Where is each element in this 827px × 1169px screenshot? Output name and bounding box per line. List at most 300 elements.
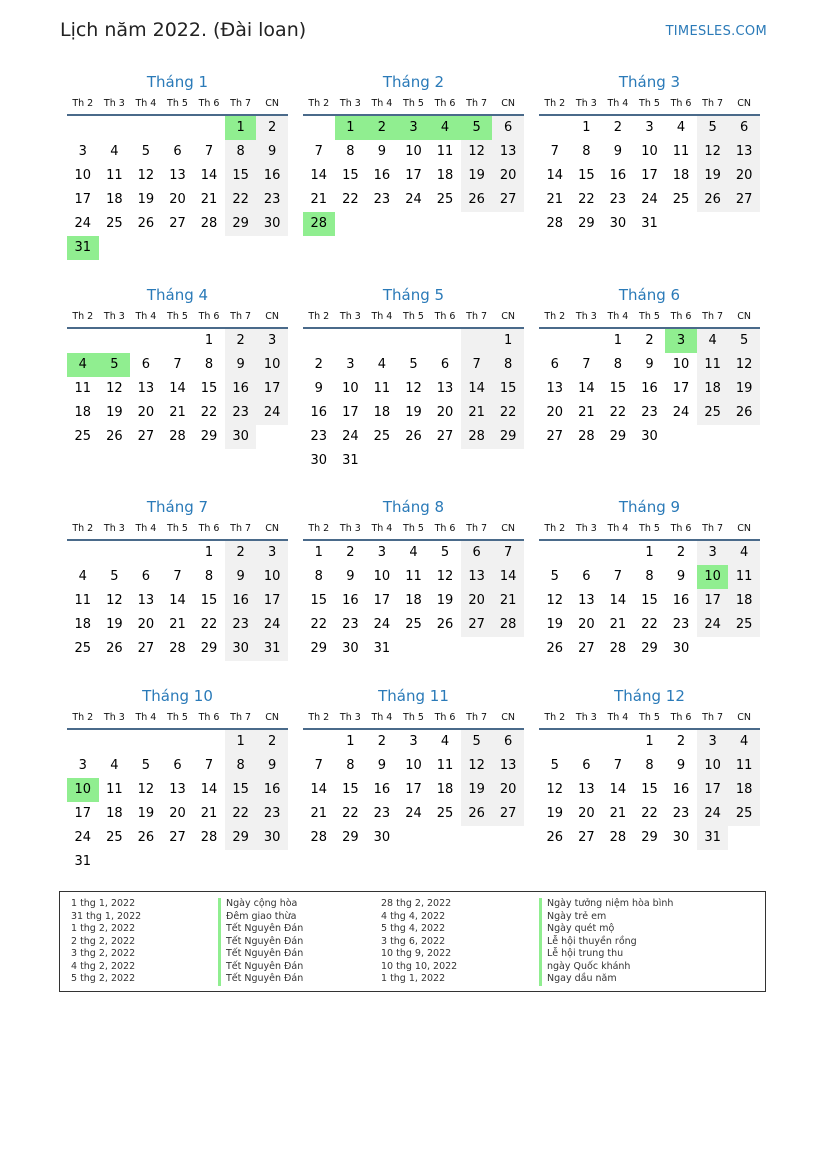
day-cell[interactable]: 9 [377,758,387,773]
day-cell[interactable]: 20 [461,589,493,613]
day-cell[interactable]: 28 [492,613,524,637]
day-cell[interactable]: 1 [346,734,355,749]
day-cell[interactable]: 9 [225,353,257,377]
day-cell[interactable]: 26 [461,188,493,212]
day-cell[interactable]: 11 [405,569,422,584]
day-cell[interactable]: 24 [405,192,422,207]
day-cell[interactable]: 21 [609,617,627,632]
day-cell[interactable]: 26 [405,429,422,444]
day-cell[interactable]: 10 [342,381,359,396]
day-cell[interactable]: 30 [256,826,288,850]
holiday-day[interactable]: 31 [67,236,99,260]
day-cell[interactable]: 2 [314,357,323,372]
day-cell[interactable]: 30 [641,429,658,444]
day-cell[interactable]: 9 [613,144,623,159]
day-cell[interactable]: 23 [342,617,359,632]
day-cell[interactable]: 29 [609,429,627,444]
day-cell[interactable]: 25 [74,641,92,656]
day-cell[interactable]: 14 [546,168,564,183]
day-cell[interactable]: 12 [546,593,564,608]
day-cell[interactable]: 24 [342,429,359,444]
day-cell[interactable]: 1 [582,120,591,135]
day-cell[interactable]: 16 [342,593,359,608]
holiday-day[interactable]: 5 [461,116,493,140]
day-cell[interactable]: 11 [728,565,760,589]
day-cell[interactable]: 13 [578,593,595,608]
day-cell[interactable]: 14 [169,593,186,608]
day-cell[interactable]: 23 [672,806,690,821]
day-cell[interactable]: 3 [645,120,654,135]
day-cell[interactable]: 16 [672,782,690,797]
day-cell[interactable]: 8 [582,144,591,159]
day-cell[interactable]: 26 [461,802,493,826]
day-cell[interactable]: 7 [613,758,623,773]
day-cell[interactable]: 28 [200,830,218,845]
day-cell[interactable]: 22 [609,405,627,420]
day-cell[interactable]: 21 [310,806,328,821]
holiday-day[interactable]: 2 [366,116,398,140]
day-cell[interactable]: 18 [74,617,92,632]
day-cell[interactable]: 22 [578,192,595,207]
day-cell[interactable]: 21 [461,401,493,425]
day-cell[interactable]: 25 [728,613,760,637]
day-cell[interactable]: 3 [78,758,87,773]
day-cell[interactable]: 2 [225,329,257,353]
day-cell[interactable]: 21 [546,192,564,207]
day-cell[interactable]: 27 [137,429,155,444]
day-cell[interactable]: 27 [578,830,595,845]
day-cell[interactable]: 2 [256,116,288,140]
day-cell[interactable]: 2 [645,333,654,348]
day-cell[interactable]: 15 [342,168,359,183]
day-cell[interactable]: 15 [200,593,218,608]
day-cell[interactable]: 7 [582,357,591,372]
day-cell[interactable]: 19 [137,192,155,207]
day-cell[interactable]: 21 [609,806,627,821]
holiday-day[interactable]: 10 [697,565,729,589]
day-cell[interactable]: 26 [697,188,729,212]
day-cell[interactable]: 27 [461,613,493,637]
day-cell[interactable]: 16 [225,377,257,401]
day-cell[interactable]: 26 [728,401,760,425]
day-cell[interactable]: 28 [169,641,186,656]
day-cell[interactable]: 29 [342,830,359,845]
day-cell[interactable]: 8 [492,353,524,377]
day-cell[interactable]: 5 [141,758,151,773]
day-cell[interactable]: 28 [546,216,564,231]
day-cell[interactable]: 7 [204,758,214,773]
day-cell[interactable]: 14 [169,381,186,396]
day-cell[interactable]: 18 [436,168,454,183]
day-cell[interactable]: 19 [436,593,454,608]
day-cell[interactable]: 25 [373,429,391,444]
day-cell[interactable]: 2 [676,545,686,560]
day-cell[interactable]: 9 [377,144,387,159]
day-cell[interactable]: 15 [342,782,359,797]
day-cell[interactable]: 23 [225,613,257,637]
day-cell[interactable]: 3 [256,541,288,565]
day-cell[interactable]: 20 [436,405,454,420]
day-cell[interactable]: 19 [137,806,155,821]
day-cell[interactable]: 6 [173,758,182,773]
day-cell[interactable]: 18 [436,782,454,797]
day-cell[interactable]: 11 [106,782,123,797]
day-cell[interactable]: 30 [225,637,257,661]
day-cell[interactable]: 25 [106,830,123,845]
day-cell[interactable]: 1 [645,545,654,560]
day-cell[interactable]: 13 [578,782,595,797]
day-cell[interactable]: 29 [578,216,595,231]
day-cell[interactable]: 9 [314,381,323,396]
day-cell[interactable]: 13 [492,754,524,778]
day-cell[interactable]: 16 [256,778,288,802]
day-cell[interactable]: 11 [728,754,760,778]
day-cell[interactable]: 19 [106,405,123,420]
day-cell[interactable]: 1 [225,730,257,754]
day-cell[interactable]: 7 [550,144,559,159]
day-cell[interactable]: 16 [225,589,257,613]
day-cell[interactable]: 25 [436,806,454,821]
day-cell[interactable]: 24 [256,613,288,637]
day-cell[interactable]: 20 [546,405,564,420]
day-cell[interactable]: 3 [346,357,355,372]
day-cell[interactable]: 29 [310,641,328,656]
day-cell[interactable]: 15 [310,593,328,608]
day-cell[interactable]: 3 [256,329,288,353]
day-cell[interactable]: 15 [641,593,658,608]
day-cell[interactable]: 7 [173,357,182,372]
day-cell[interactable]: 10 [373,569,391,584]
day-cell[interactable]: 6 [173,144,182,159]
day-cell[interactable]: 11 [672,144,690,159]
day-cell[interactable]: 23 [641,405,658,420]
day-cell[interactable]: 17 [697,589,729,613]
day-cell[interactable]: 23 [373,192,391,207]
day-cell[interactable]: 19 [728,377,760,401]
day-cell[interactable]: 13 [137,593,155,608]
day-cell[interactable]: 4 [728,730,760,754]
day-cell[interactable]: 8 [645,569,654,584]
day-cell[interactable]: 24 [405,806,422,821]
day-cell[interactable]: 26 [137,830,155,845]
day-cell[interactable]: 12 [137,782,155,797]
day-cell[interactable]: 11 [697,353,729,377]
day-cell[interactable]: 1 [314,545,323,560]
day-cell[interactable]: 22 [342,806,359,821]
day-cell[interactable]: 18 [405,593,422,608]
day-cell[interactable]: 23 [609,192,627,207]
day-cell[interactable]: 19 [546,617,564,632]
holiday-day[interactable]: 5 [99,353,131,377]
day-cell[interactable]: 20 [578,617,595,632]
day-cell[interactable]: 10 [697,754,729,778]
day-cell[interactable]: 8 [204,569,214,584]
day-cell[interactable]: 6 [582,569,591,584]
day-cell[interactable]: 22 [492,401,524,425]
day-cell[interactable]: 13 [436,381,454,396]
day-cell[interactable]: 15 [492,377,524,401]
day-cell[interactable]: 20 [578,806,595,821]
day-cell[interactable]: 30 [310,453,328,468]
day-cell[interactable]: 13 [461,565,493,589]
day-cell[interactable]: 4 [110,758,119,773]
day-cell[interactable]: 13 [492,140,524,164]
day-cell[interactable]: 19 [461,778,493,802]
day-cell[interactable]: 16 [609,168,627,183]
day-cell[interactable]: 4 [78,569,87,584]
day-cell[interactable]: 18 [74,405,92,420]
day-cell[interactable]: 28 [169,429,186,444]
day-cell[interactable]: 13 [728,140,760,164]
day-cell[interactable]: 26 [436,617,454,632]
day-cell[interactable]: 18 [373,405,391,420]
day-cell[interactable]: 17 [672,381,690,396]
day-cell[interactable]: 5 [728,329,760,353]
day-cell[interactable]: 20 [169,192,186,207]
day-cell[interactable]: 13 [169,782,186,797]
day-cell[interactable]: 7 [314,758,323,773]
day-cell[interactable]: 12 [546,782,564,797]
day-cell[interactable]: 6 [461,541,493,565]
day-cell[interactable]: 28 [609,641,627,656]
day-cell[interactable]: 2 [256,730,288,754]
day-cell[interactable]: 12 [697,140,729,164]
day-cell[interactable]: 28 [310,830,328,845]
day-cell[interactable]: 31 [373,641,391,656]
day-cell[interactable]: 26 [546,830,564,845]
day-cell[interactable]: 17 [405,782,422,797]
day-cell[interactable]: 31 [256,637,288,661]
day-cell[interactable]: 11 [436,758,454,773]
day-cell[interactable]: 7 [613,569,623,584]
day-cell[interactable]: 23 [256,188,288,212]
day-cell[interactable]: 27 [492,188,524,212]
day-cell[interactable]: 7 [461,353,493,377]
day-cell[interactable]: 12 [461,140,493,164]
day-cell[interactable]: 24 [74,830,92,845]
day-cell[interactable]: 28 [461,425,493,449]
day-cell[interactable]: 5 [461,730,493,754]
day-cell[interactable]: 12 [137,168,155,183]
day-cell[interactable]: 16 [256,164,288,188]
day-cell[interactable]: 27 [546,429,564,444]
day-cell[interactable]: 30 [342,641,359,656]
day-cell[interactable]: 16 [373,168,391,183]
day-cell[interactable]: 9 [256,754,288,778]
day-cell[interactable]: 21 [578,405,595,420]
day-cell[interactable]: 6 [141,357,151,372]
day-cell[interactable]: 20 [137,405,155,420]
day-cell[interactable]: 8 [346,758,355,773]
day-cell[interactable]: 14 [200,168,218,183]
day-cell[interactable]: 6 [550,357,559,372]
day-cell[interactable]: 14 [492,565,524,589]
day-cell[interactable]: 5 [550,758,559,773]
day-cell[interactable]: 22 [641,806,658,821]
day-cell[interactable]: 21 [169,617,186,632]
day-cell[interactable]: 5 [550,569,559,584]
day-cell[interactable]: 12 [405,381,422,396]
day-cell[interactable]: 24 [373,617,391,632]
day-cell[interactable]: 18 [672,168,690,183]
day-cell[interactable]: 2 [346,545,355,560]
day-cell[interactable]: 22 [310,617,328,632]
day-cell[interactable]: 20 [492,778,524,802]
day-cell[interactable]: 24 [256,401,288,425]
day-cell[interactable]: 22 [342,192,359,207]
day-cell[interactable]: 27 [169,216,186,231]
day-cell[interactable]: 8 [314,569,323,584]
day-cell[interactable]: 2 [225,541,257,565]
day-cell[interactable]: 8 [225,754,257,778]
holiday-day[interactable]: 10 [67,778,99,802]
day-cell[interactable]: 21 [200,806,218,821]
day-cell[interactable]: 23 [225,401,257,425]
day-cell[interactable]: 25 [436,192,454,207]
day-cell[interactable]: 3 [697,541,729,565]
day-cell[interactable]: 24 [74,216,92,231]
holiday-day[interactable]: 3 [398,116,430,140]
day-cell[interactable]: 22 [200,617,218,632]
day-cell[interactable]: 15 [225,164,257,188]
day-cell[interactable]: 5 [141,144,151,159]
day-cell[interactable]: 25 [672,192,690,207]
day-cell[interactable]: 30 [225,425,257,449]
day-cell[interactable]: 1 [204,333,214,348]
day-cell[interactable]: 18 [728,589,760,613]
day-cell[interactable]: 7 [314,144,323,159]
holiday-day[interactable]: 1 [335,116,367,140]
holiday-day[interactable]: 28 [303,212,335,236]
day-cell[interactable]: 12 [436,569,454,584]
day-cell[interactable]: 12 [106,593,123,608]
day-cell[interactable]: 18 [106,806,123,821]
day-cell[interactable]: 7 [492,541,524,565]
day-cell[interactable]: 10 [405,144,422,159]
day-cell[interactable]: 30 [672,830,690,845]
day-cell[interactable]: 4 [440,734,450,749]
day-cell[interactable]: 4 [676,120,686,135]
day-cell[interactable]: 20 [169,806,186,821]
day-cell[interactable]: 17 [74,806,92,821]
day-cell[interactable]: 9 [676,758,686,773]
day-cell[interactable]: 3 [697,730,729,754]
day-cell[interactable]: 29 [225,826,257,850]
day-cell[interactable]: 5 [409,357,418,372]
day-cell[interactable]: 22 [200,405,218,420]
day-cell[interactable]: 4 [110,144,119,159]
day-cell[interactable]: 10 [256,565,288,589]
day-cell[interactable]: 24 [672,405,690,420]
day-cell[interactable]: 7 [204,144,214,159]
day-cell[interactable]: 21 [492,589,524,613]
day-cell[interactable]: 11 [373,381,391,396]
day-cell[interactable]: 14 [310,168,328,183]
day-cell[interactable]: 20 [137,617,155,632]
day-cell[interactable]: 4 [728,541,760,565]
day-cell[interactable]: 21 [200,192,218,207]
day-cell[interactable]: 31 [342,453,359,468]
day-cell[interactable]: 22 [641,617,658,632]
day-cell[interactable]: 14 [200,782,218,797]
day-cell[interactable]: 8 [225,140,257,164]
day-cell[interactable]: 29 [200,641,218,656]
day-cell[interactable]: 9 [346,569,355,584]
day-cell[interactable]: 11 [74,381,92,396]
day-cell[interactable]: 15 [225,778,257,802]
day-cell[interactable]: 8 [346,144,355,159]
day-cell[interactable]: 27 [578,641,595,656]
day-cell[interactable]: 11 [74,593,92,608]
day-cell[interactable]: 8 [645,758,654,773]
day-cell[interactable]: 17 [405,168,422,183]
day-cell[interactable]: 14 [609,782,627,797]
day-cell[interactable]: 15 [609,381,627,396]
day-cell[interactable]: 16 [373,782,391,797]
day-cell[interactable]: 1 [645,734,654,749]
day-cell[interactable]: 1 [492,329,524,353]
day-cell[interactable]: 6 [582,758,591,773]
day-cell[interactable]: 4 [377,357,387,372]
day-cell[interactable]: 2 [377,734,387,749]
day-cell[interactable]: 1 [204,545,214,560]
day-cell[interactable]: 26 [106,429,123,444]
day-cell[interactable]: 16 [310,405,328,420]
day-cell[interactable]: 17 [697,778,729,802]
day-cell[interactable]: 10 [405,758,422,773]
day-cell[interactable]: 29 [492,425,524,449]
day-cell[interactable]: 12 [461,754,493,778]
day-cell[interactable]: 6 [492,116,524,140]
day-cell[interactable]: 11 [436,144,454,159]
day-cell[interactable]: 30 [672,641,690,656]
day-cell[interactable]: 15 [200,381,218,396]
day-cell[interactable]: 16 [672,593,690,608]
day-cell[interactable]: 25 [74,429,92,444]
day-cell[interactable]: 5 [110,569,119,584]
day-cell[interactable]: 19 [461,164,493,188]
day-cell[interactable]: 14 [578,381,595,396]
day-cell[interactable]: 10 [672,357,690,372]
day-cell[interactable]: 18 [106,192,123,207]
day-cell[interactable]: 13 [137,381,155,396]
day-cell[interactable]: 31 [641,216,658,231]
day-cell[interactable]: 29 [225,212,257,236]
day-cell[interactable]: 17 [74,192,92,207]
day-cell[interactable]: 15 [578,168,595,183]
day-cell[interactable]: 12 [106,381,123,396]
day-cell[interactable]: 9 [256,140,288,164]
day-cell[interactable]: 17 [256,377,288,401]
day-cell[interactable]: 13 [546,381,564,396]
day-cell[interactable]: 14 [310,782,328,797]
day-cell[interactable]: 17 [256,589,288,613]
day-cell[interactable]: 25 [106,216,123,231]
day-cell[interactable]: 19 [405,405,422,420]
day-cell[interactable]: 2 [613,120,623,135]
day-cell[interactable]: 4 [697,329,729,353]
day-cell[interactable]: 26 [546,641,564,656]
day-cell[interactable]: 25 [728,802,760,826]
day-cell[interactable]: 27 [137,641,155,656]
day-cell[interactable]: 12 [728,353,760,377]
day-cell[interactable]: 25 [405,617,422,632]
day-cell[interactable]: 29 [200,429,218,444]
day-cell[interactable]: 19 [697,164,729,188]
day-cell[interactable]: 17 [641,168,658,183]
day-cell[interactable]: 13 [169,168,186,183]
holiday-day[interactable]: 4 [429,116,461,140]
